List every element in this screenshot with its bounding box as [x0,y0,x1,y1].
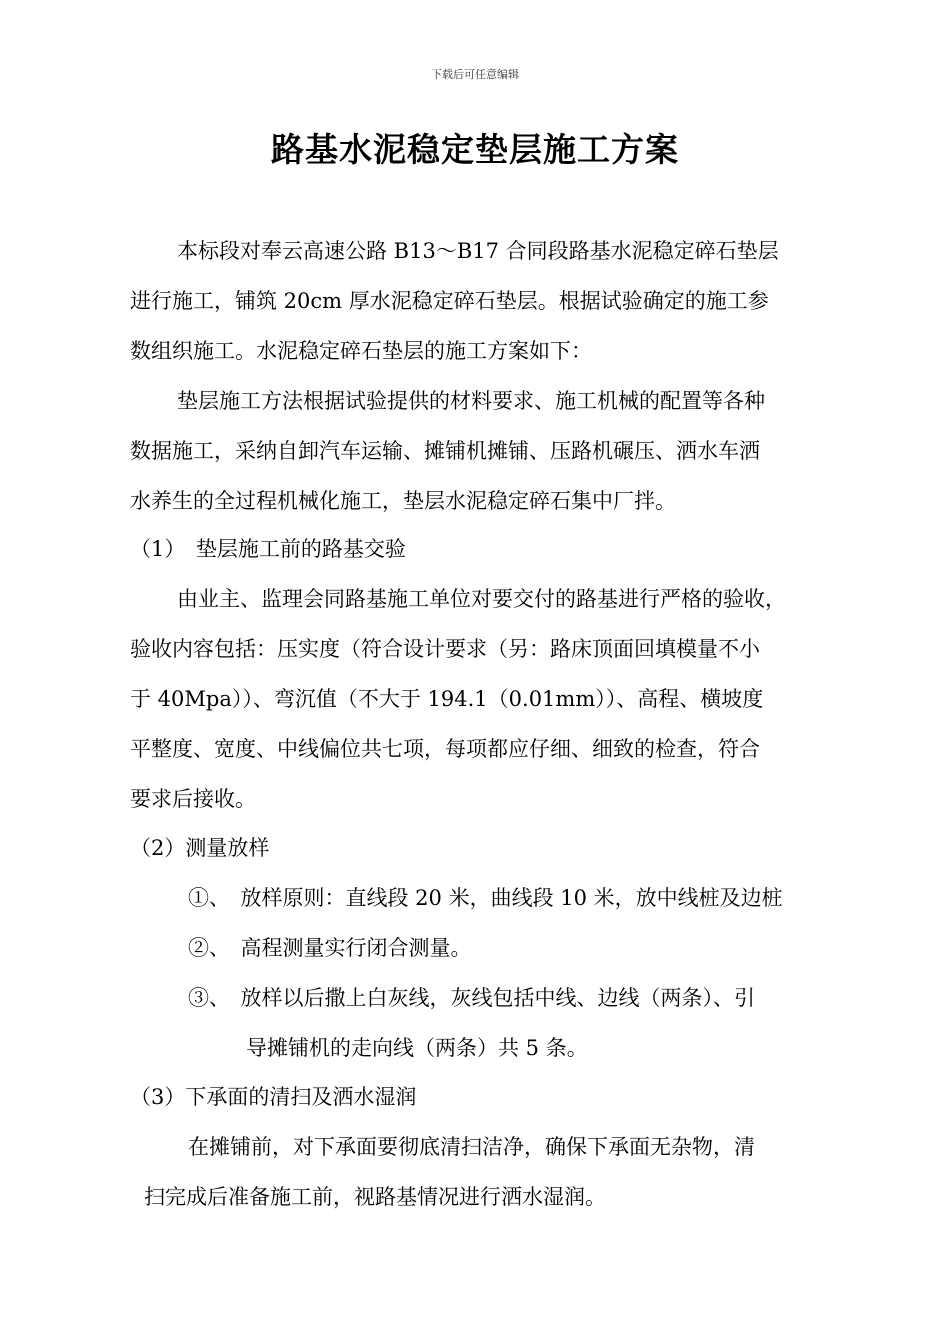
section-heading: （3）下承面的清扫及洒水湿润 [130,1085,417,1109]
section-heading: （2）测量放样 [130,836,270,860]
list-item: ③、 放样以后撒上白灰线，灰线包括中线、边线（两条）、引 [188,986,755,1010]
paragraph-line: 验收内容包括：压实度（符合设计要求（另：路床顶面回填模量不小 [130,637,760,661]
paragraph-line: 在摊铺前，对下承面要彻底清扫洁净，确保下承面无杂物，清 [188,1135,755,1159]
section-heading: （1） 垫层施工前的路基交验 [130,537,406,561]
paragraph-line: 垫层施工方法根据试验提供的材料要求、施工机械的配置等各种 [177,389,765,413]
list-item: ②、 高程测量实行闭合测量。 [188,936,472,960]
list-item-continuation: 导摊铺机的走向线（两条）共 5 条。 [246,1036,588,1060]
paragraph-line: 进行施工，铺筑 20cm 厚水泥稳定碎石垫层。根据试验确定的施工参 [130,289,769,313]
paragraph-line: 于 40Mpa））、弯沉值（不大于 194.1（0.01mm））、高程、横坡度 [130,687,764,711]
list-item: ①、 放样原则：直线段 20 米，曲线段 10 米，放中线桩及边桩 [188,886,783,910]
paragraph-line: 由业主、监理会同路基施工单位对要交付的路基进行严格的验收， [177,587,786,611]
paragraph-line: 数据施工，采纳自卸汽车运输、摊铺机摊铺、压路机碾压、洒水车洒 [130,439,760,463]
paragraph-line: 数组织施工。水泥稳定碎石垫层的施工方案如下： [130,339,592,363]
paragraph-line: 水养生的全过程机械化施工，垫层水泥稳定碎石集中厂拌。 [130,489,676,513]
paragraph-line: 扫完成后准备施工前，视路基情况进行洒水湿润。 [144,1185,606,1209]
paragraph-line: 平整度、宽度、中线偏位共七项，每项都应仔细、细致的检查，符合 [130,737,760,761]
document-title: 路基水泥稳定垫层施工方案 [271,130,679,169]
paragraph-line: 本标段对奉云高速公路 B13～B17 合同段路基水泥稳定碎石垫层 [177,239,779,263]
paragraph-line: 要求后接收。 [130,787,256,811]
page-header: 下载后可任意编辑 [431,68,519,81]
